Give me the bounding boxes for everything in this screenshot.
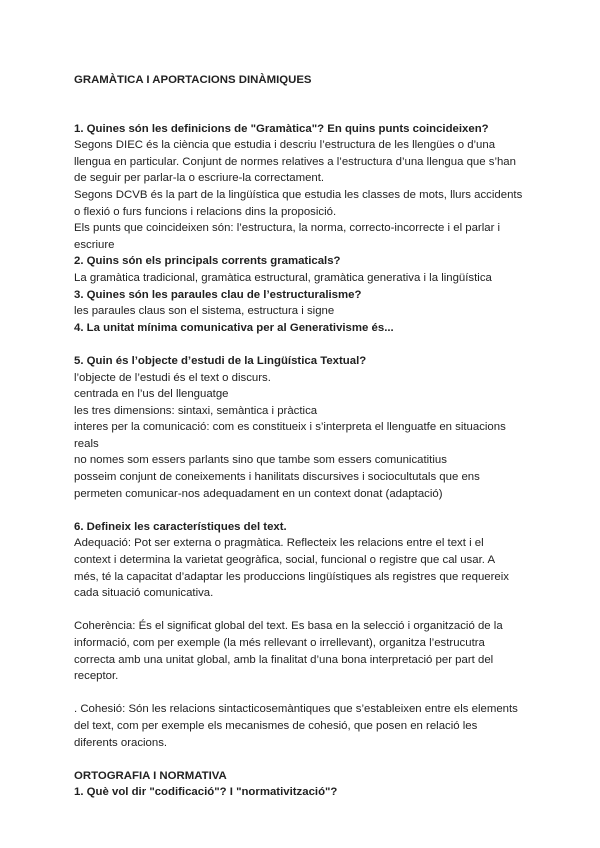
answer-line: reals <box>74 437 99 450</box>
answer-line: Segons DIEC és la ciència que estudia i descriu l’estructura de les llengües o d’una <box>74 139 496 152</box>
answer-line: diferents oracions. <box>74 736 168 749</box>
answer-line: centrada en l’us del llenguatge <box>74 388 229 401</box>
question-2: 2. Quins són els principals corrents gramaticals? <box>74 255 341 268</box>
answer-line: La gramàtica tradicional, gramàtica estructural, gramàtica generativa i la lingüística <box>74 271 492 284</box>
answer-line: llengua en particular. Conjunt de normes relatives a l’estructura d’una llengua que s’han <box>74 155 516 168</box>
answer-line: no nomes som essers parlants sino que tambe som essers comunicatitius <box>74 454 447 467</box>
answer-line: escriure <box>74 238 115 251</box>
answer-line: l’objecte de l’estudi és el text o discurs. <box>74 371 271 384</box>
answer-line: cada situació comunicativa. <box>74 587 214 600</box>
answer-line: les tres dimensions: sintaxi, semàntica i pràctica <box>74 404 318 417</box>
answer-line: receptor. <box>74 670 119 683</box>
answer-line: . Cohesió: Són les relacions sintacticosemàntiques que s’estableixen entre els elements <box>74 703 518 716</box>
question-7: 1. Què vol dir "codificació"? I "normativització"? <box>74 786 338 799</box>
answer-line: interes per la comunicació: com es constitueix i s’interpreta el llenguatfe en situacions <box>74 421 506 434</box>
question-6: 6. Defineix les característiques del text. <box>74 520 287 533</box>
answer-line: del text, com per exemple els mecanismes de cohesió, que posen en relació les <box>74 719 478 732</box>
question-4: 4. La unitat mínima comunicativa per al Generativisme és... <box>74 321 394 334</box>
answer-line: posseim conjunt de coneixements i hanilitats discursives i sociocultutals que ens <box>74 471 480 484</box>
question-1: 1. Quines són les definicions de "Gramàtica"? En quins punts coincideixen? <box>74 122 489 135</box>
answer-line: més, té la capacitat d’adaptar les produccions lingüístiques als registres que requereix <box>74 570 509 583</box>
answer-line: Coherència: És el significat global del text. Es basa en la selecció i organització de la <box>74 620 503 633</box>
section-title: GRAMÀTICA I APORTACIONS DINÀMIQUES <box>74 74 312 86</box>
answer-line: de seguir per parlar-la o escriure-la correctament. <box>74 172 325 185</box>
answer-line: permeten comunicar-nos adequadament en un context donat (adaptació) <box>74 487 443 500</box>
answer-line: informació, com per exemple (la més rellevant o irrellevant), organitza l’estrucutra <box>74 637 485 649</box>
answer-line: Segons DCVB és la part de la lingüística que estudia les classes de mots, llurs accidents <box>74 188 523 201</box>
answer-line: les paraules claus son el sistema, estructura i signe <box>74 305 335 318</box>
question-5: 5. Quin és l’objecte d’estudi de la Lingüística Textual? <box>74 354 367 367</box>
answer-line: o flexió o furs funcions i relacions dins la proposició. <box>74 205 337 218</box>
question-3: 3. Quines són les paraules clau de l’estructuralisme? <box>74 288 362 301</box>
answer-line: Adequació: Pot ser externa o pragmàtica. Reflecteix les relacions entre el text i el <box>74 537 484 550</box>
answer-line: context i determina la varietat geogràfica, social, funcional o registre que cal usar. A <box>74 554 496 567</box>
answer-line: Els punts que coincideixen són: l’estructura, la norma, correcto-incorrecte i el parlar i <box>74 222 501 235</box>
answer-line: correcta amb una unitat global, amb la finalitat d’una bona interpretació per part del <box>74 653 494 666</box>
section-title: ORTOGRAFIA I NORMATIVA <box>74 769 227 782</box>
document-page <box>74 72 530 801</box>
